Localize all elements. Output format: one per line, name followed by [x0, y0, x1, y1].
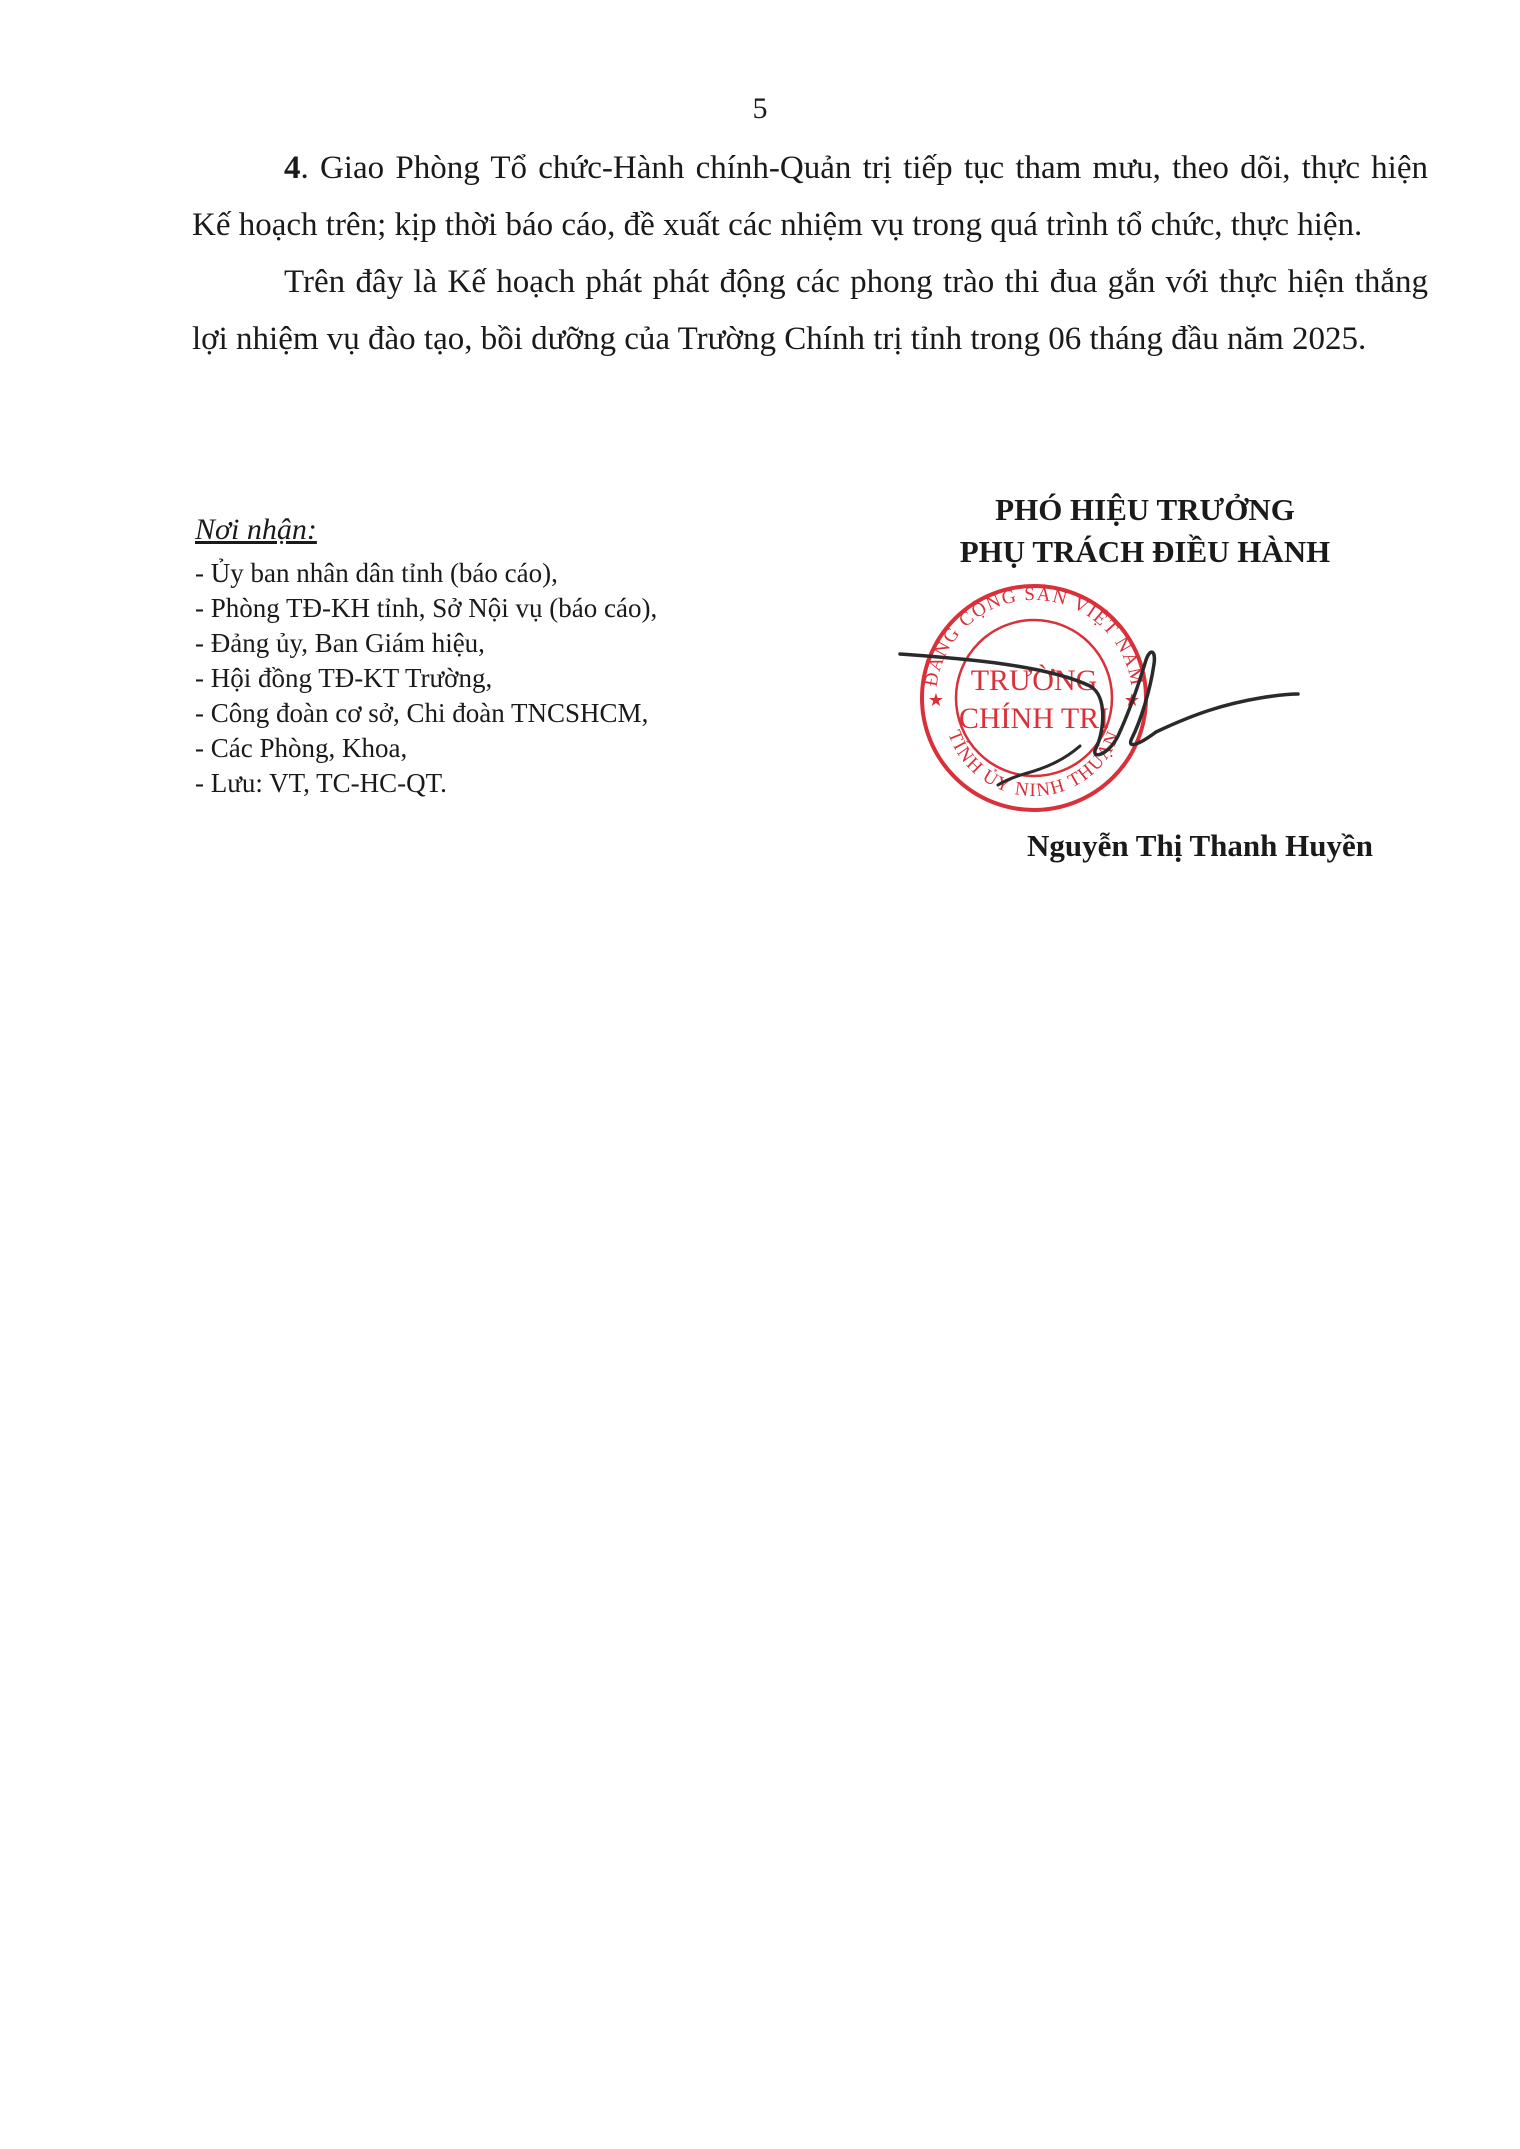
seal-bottom-text: TỈNH ỦY NINH THUẬN — [943, 727, 1125, 802]
body-text — [192, 140, 1428, 368]
signer-title-line1: PHÓ HIỆU TRƯỞNG — [995, 492, 1295, 527]
paragraph-closing: Trên đây là Kế hoạch phát phát động các phong trào thi đua gắn với thực hiện thắng lợi nhiệm vụ đào tạo, bồi dưỡng của Trường Chính trị tỉnh trong 06 tháng đầu năm 2025. — [192, 264, 1428, 357]
paragraph-assignment — [192, 140, 1428, 254]
seal-star-left: ★ — [927, 690, 945, 710]
recipients-block — [195, 510, 815, 801]
signer-name: Nguyễn Thị Thanh Huyền — [1026, 828, 1374, 863]
signer-title-line2: PHỤ TRÁCH ĐIỀU HÀNH — [959, 534, 1331, 569]
item-number: 4 — [284, 150, 301, 186]
signature-tail-stroke — [998, 746, 1080, 785]
recipients-list — [195, 556, 815, 801]
handwritten-signature — [894, 640, 1314, 790]
seal-star-right: ★ — [1123, 690, 1141, 710]
recipient-item: - Đảng ủy, Ban Giám hiệu, — [195, 628, 485, 658]
signature-stroke — [900, 652, 1298, 755]
recipient-item: - Các Phòng, Khoa, — [195, 733, 408, 763]
recipients-title: Nơi nhận: — [195, 513, 317, 546]
recipient-item: - Phòng TĐ-KH tỉnh, Sở Nội vụ (báo cáo), — [195, 593, 658, 623]
seal-ring-text: ĐẢNG CỘNG SẢN VIỆT NAM — [920, 583, 1148, 689]
recipient-item: - Hội đồng TĐ-KT Trường, — [195, 663, 493, 693]
seal-center-line2: CHÍNH TRỊ — [958, 702, 1110, 735]
page-number: 5 — [752, 92, 768, 125]
assignment-text: . Giao Phòng Tổ chức-Hành chính-Quản trị tiếp tục tham mưu, theo dõi, thực hiện Kế hoạch trên; kịp thời báo cáo, đề xuất các nhiệm vụ trong quá trình tổ chức, thực hiện. — [192, 150, 1428, 243]
seal-center-line1: TRƯỜNG — [970, 664, 1098, 697]
signature-block — [900, 490, 1500, 890]
recipient-item: - Lưu: VT, TC-HC-QT. — [195, 768, 447, 798]
recipient-item: - Ủy ban nhân dân tỉnh (báo cáo), — [195, 558, 558, 588]
recipient-item: - Công đoàn cơ sở, Chi đoàn TNCSHCM, — [195, 698, 649, 728]
